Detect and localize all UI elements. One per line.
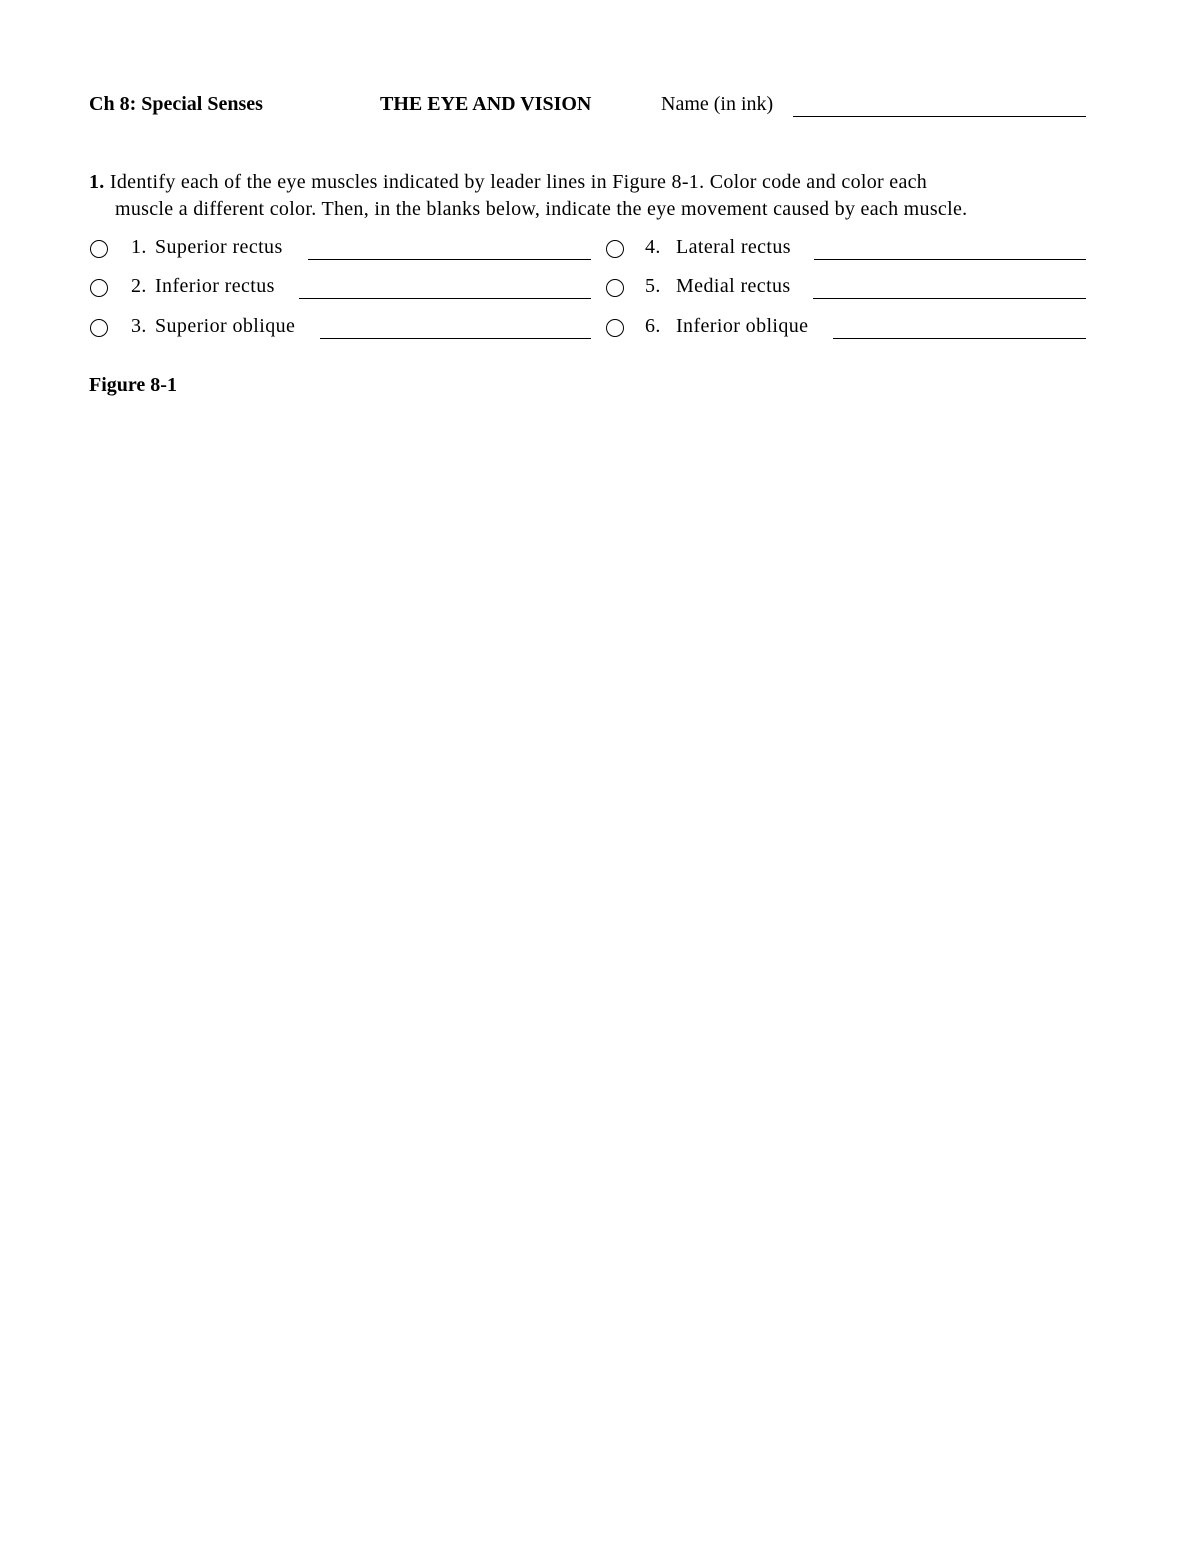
radio-circle-icon[interactable] [606, 319, 624, 337]
radio-circle-icon[interactable] [606, 279, 624, 297]
muscle-item-medial-rectus [606, 275, 1087, 305]
muscle-number: 4. [645, 236, 661, 258]
figure-caption: Figure 8-1 [89, 374, 177, 396]
radio-circle-icon[interactable] [90, 279, 108, 297]
muscle-number: 5. [645, 275, 661, 297]
answer-blank[interactable] [833, 338, 1086, 339]
answer-blank[interactable] [299, 298, 591, 299]
question-text-line-2: muscle a different color. Then, in the blanks below, indicate the eye movement caused by each muscle. [115, 198, 968, 220]
radio-circle-icon[interactable] [90, 319, 108, 337]
answer-blank[interactable] [308, 259, 591, 260]
name-field[interactable] [661, 93, 1087, 121]
muscle-number: 3. [131, 315, 147, 337]
muscle-label: Superior rectus [155, 236, 283, 258]
muscle-item-superior-rectus [90, 236, 592, 266]
radio-circle-icon[interactable] [90, 240, 108, 258]
muscle-item-inferior-rectus [90, 275, 592, 305]
question-text-line-1: Identify each of the eye muscles indicated by leader lines in Figure 8-1. Color code and color each [109, 171, 928, 193]
name-label: Name (in ink) [661, 93, 774, 115]
muscle-item-lateral-rectus [606, 236, 1087, 266]
muscle-number: 1. [131, 236, 147, 258]
answer-blank[interactable] [320, 338, 591, 339]
muscle-label: Inferior rectus [155, 275, 275, 297]
muscle-label: Inferior oblique [676, 315, 809, 337]
muscle-label: Medial rectus [676, 275, 791, 297]
answer-blank[interactable] [814, 259, 1086, 260]
muscle-number: 2. [131, 275, 147, 297]
question-1 [89, 169, 1099, 223]
worksheet-header [0, 93, 1200, 123]
radio-circle-icon[interactable] [606, 240, 624, 258]
muscle-number: 6. [645, 315, 661, 337]
muscle-label: Superior oblique [155, 315, 296, 337]
muscle-item-inferior-oblique [606, 315, 1087, 345]
name-blank-line[interactable] [793, 116, 1086, 117]
question-number: 1. [89, 171, 105, 193]
worksheet-title: THE EYE AND VISION [380, 93, 592, 115]
muscle-item-superior-oblique [90, 315, 592, 345]
muscle-label: Lateral rectus [676, 236, 791, 258]
answer-blank[interactable] [813, 298, 1086, 299]
chapter-title: Ch 8: Special Senses [89, 93, 263, 115]
